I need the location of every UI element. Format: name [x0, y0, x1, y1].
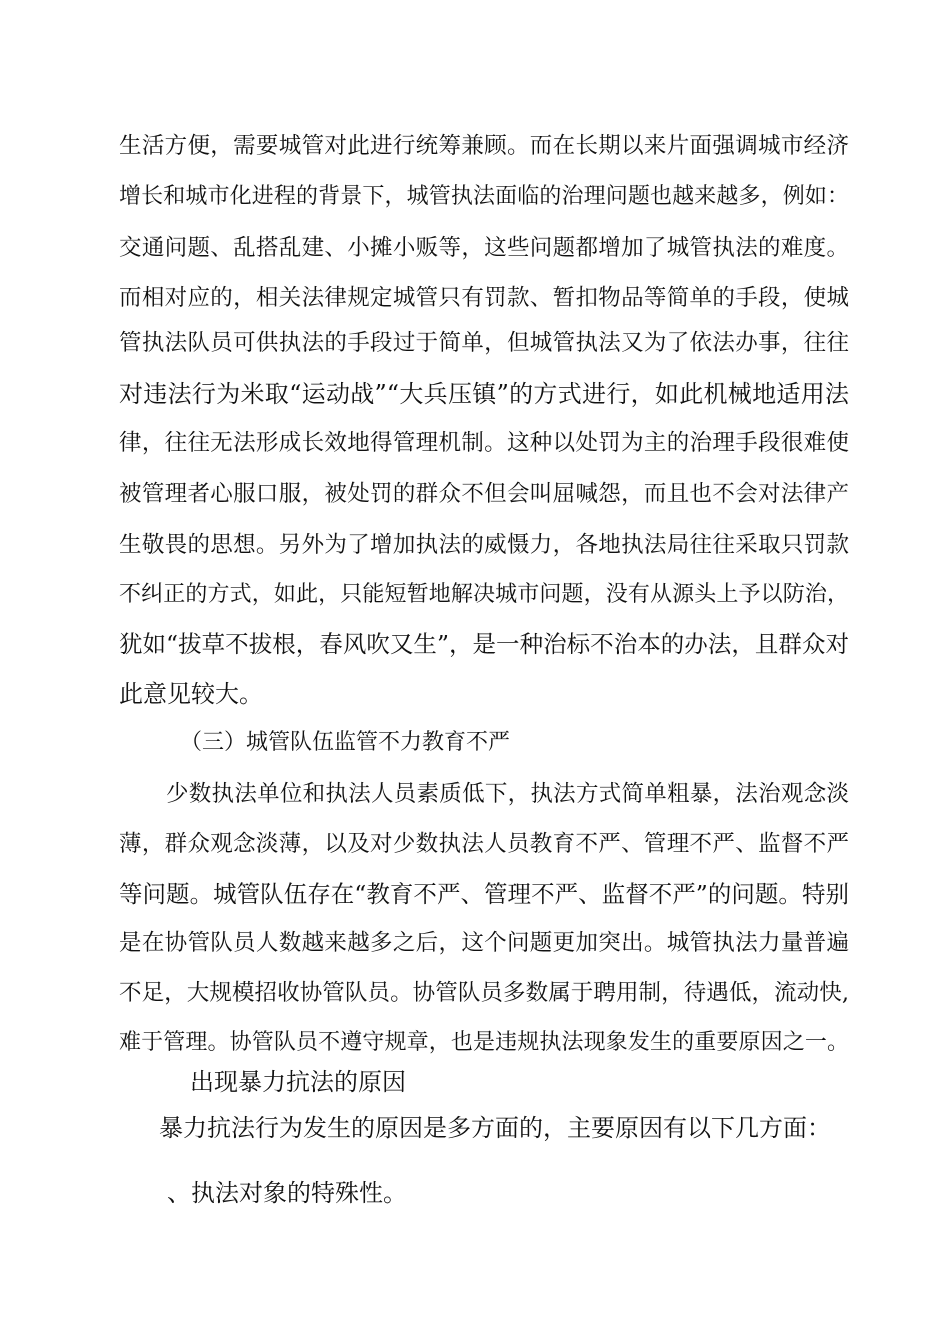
intro-line: 暴力抗法行为发生的原因是多方面的，主要原因有以下几方面： [159, 1114, 831, 1142]
text-line: 少数执法单位和执法人员素质低下，执法方式简单粗暴，法治观念淡 [166, 781, 849, 807]
text-line: 不纠正的方式，如此，只能短暂地解决城市问题，没有从源头上予以防治， [119, 582, 849, 607]
text-line: 犹如“拔草不拔根，春风吹又生”，是一种治标不治本的办法，且群众对 [119, 630, 849, 658]
text-line: 薄，群众观念淡薄，以及对少数执法人员教育不严、管理不严、监督不严 [119, 831, 849, 857]
text-line: 对违法行为米取“运动战”“大兵压镇”的方式进行，如此机械地适用法 [119, 380, 849, 408]
text-line: 不足，大规模招收协管队员。协管队员多数属于聘用制，待遇低，流动快, [119, 980, 849, 1006]
text-line: 而相对应的，相关法律规定城管只有罚款、暂扣物品等简单的手段，使城 [119, 285, 849, 311]
text-line: 律，往往无法形成长效地得管理机制。这种以处罚为主的治理手段很难使 [119, 430, 849, 456]
text-line: 难于管理。协管队员不遵守规章，也是违规执法现象发生的重要原因之一。 [119, 1030, 849, 1055]
text-line: 管执法队员可供执法的手段过于简单，但城管执法又为了依法办事，往往 [119, 330, 849, 356]
text-line: 生敬畏的思想。另外为了增加执法的威慑力，各地执法局往往采取只罚款 [119, 532, 849, 558]
section-heading: 出现暴力抗法的原因 [190, 1068, 406, 1096]
text-line: 是在协管队员人数越来越多之后，这个问题更加突出。城管执法力量普遍 [119, 930, 849, 956]
text-line: 此意见较大。 [119, 680, 263, 708]
section-3-heading: （三）城管队伍监管不力教育不严 [180, 730, 511, 755]
list-item: 、执法对象的特殊性。 [167, 1179, 407, 1207]
text-line: 被管理者心服口服，被处罚的群众不但会叫屈喊怨，而且也不会对法律产 [119, 481, 849, 507]
text-line: 生活方便，需要城管对此进行统筹兼顾。而在长期以来片面强调城市经济 [119, 133, 849, 159]
text-line: 增长和城市化进程的背景下，城管执法面临的治理问题也越来越多，例如： [119, 184, 849, 209]
text-line: 交通问题、乱搭乱建、小摊小贩等，这些问题都增加了城管执法的难度。 [119, 235, 849, 261]
text-line: 等问题。城管队伍存在“教育不严、管理不严、监督不严”的问题。特别 [119, 880, 849, 908]
